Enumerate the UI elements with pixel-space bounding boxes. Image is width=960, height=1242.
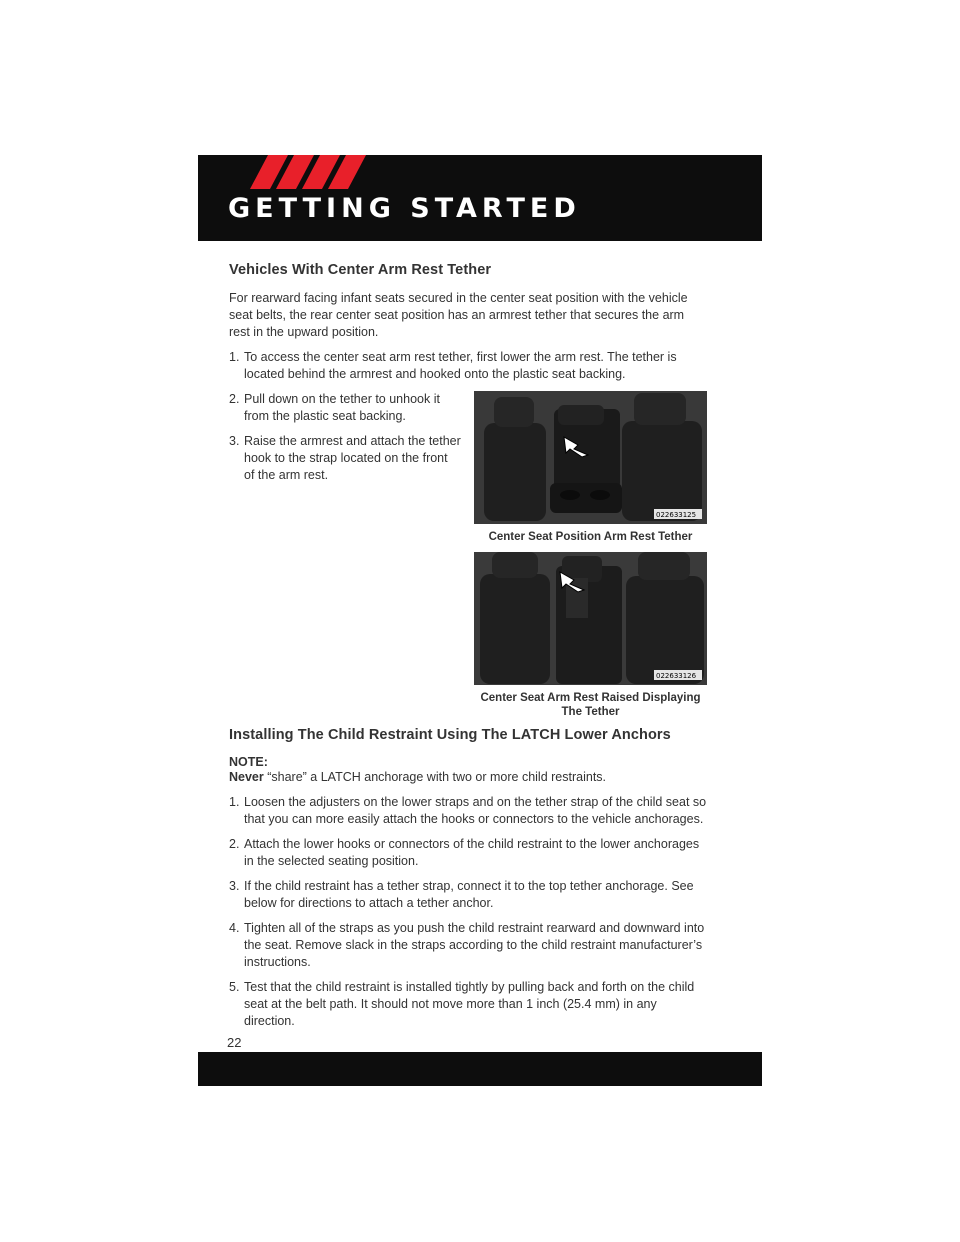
figure-code: 022633125 [656, 511, 697, 519]
list-item: 1. Loosen the adjusters on the lower straps and on the tether strap of the child seat so that you can more easily attach the hooks or connectors to the vehicle anchorages. [229, 795, 707, 826]
list-item: 4. Tighten all of the straps as you push the child restraint rearward and downward into the seat. Remove slack in the straps according to the child restraint manufacturer’s instructions. [229, 921, 705, 969]
section-title: GETTING STARTED [228, 193, 581, 224]
figure-code: 022633126 [656, 672, 697, 680]
heading-center-arm-rest-tether: Vehicles With Center Arm Rest Tether [229, 262, 492, 278]
figures-column [474, 391, 707, 727]
figure-caption: Center Seat Position Arm Rest Tether [488, 531, 693, 543]
page-footer-bar [198, 1052, 762, 1086]
figure-center-seat-arm-rest-raised [474, 552, 707, 685]
steps-with-figures [229, 391, 707, 721]
racing-stripes-logo [250, 155, 370, 189]
note-label: NOTE: [229, 755, 268, 769]
list-item: 3. If the child restraint has a tether strap, connect it to the top tether anchorage. See below for directions to attach a tether anchor. [229, 879, 694, 910]
list-item: 2. Attach the lower hooks or connectors of the child restraint to the lower anchorages in the selected seating position. [229, 837, 700, 868]
page-number: 22 [227, 1035, 242, 1050]
list-item: 2. Pull down on the tether to unhook it from the plastic seat backing. [229, 392, 440, 423]
heading-latch-lower-anchors: Installing The Child Restraint Using The LATCH Lower Anchors [229, 727, 671, 743]
figure-center-seat-arm-rest-tether [474, 391, 707, 524]
list-item: 1. To access the center seat arm rest tether, first lower the arm rest. The tether is located behind the armrest and hooked onto the plastic seat backing. [229, 350, 677, 381]
page-content [229, 262, 707, 1038]
list-item: 5. Test that the child restraint is installed tightly by pulling back and forth on the child seat at the belt path. It should not move more than 1 inch (25.4 mm) in any direction. [229, 980, 695, 1028]
latch-section [229, 727, 707, 1030]
figure-caption: Center Seat Arm Rest Raised Displaying The Tether [480, 692, 701, 718]
intro-paragraph: For rearward facing infant seats secured in the center seat position with the vehicle seat belts, the rear center seat position has an armrest tether that secures the arm rest in the upward position. [229, 291, 688, 339]
steps-column [229, 391, 461, 492]
list-item: 3. Raise the armrest and attach the tether hook to the strap located on the front of the arm rest. [229, 434, 461, 482]
note-text: Never “share” a LATCH anchorage with two or more child restraints. [229, 770, 607, 784]
page-header [198, 155, 762, 241]
